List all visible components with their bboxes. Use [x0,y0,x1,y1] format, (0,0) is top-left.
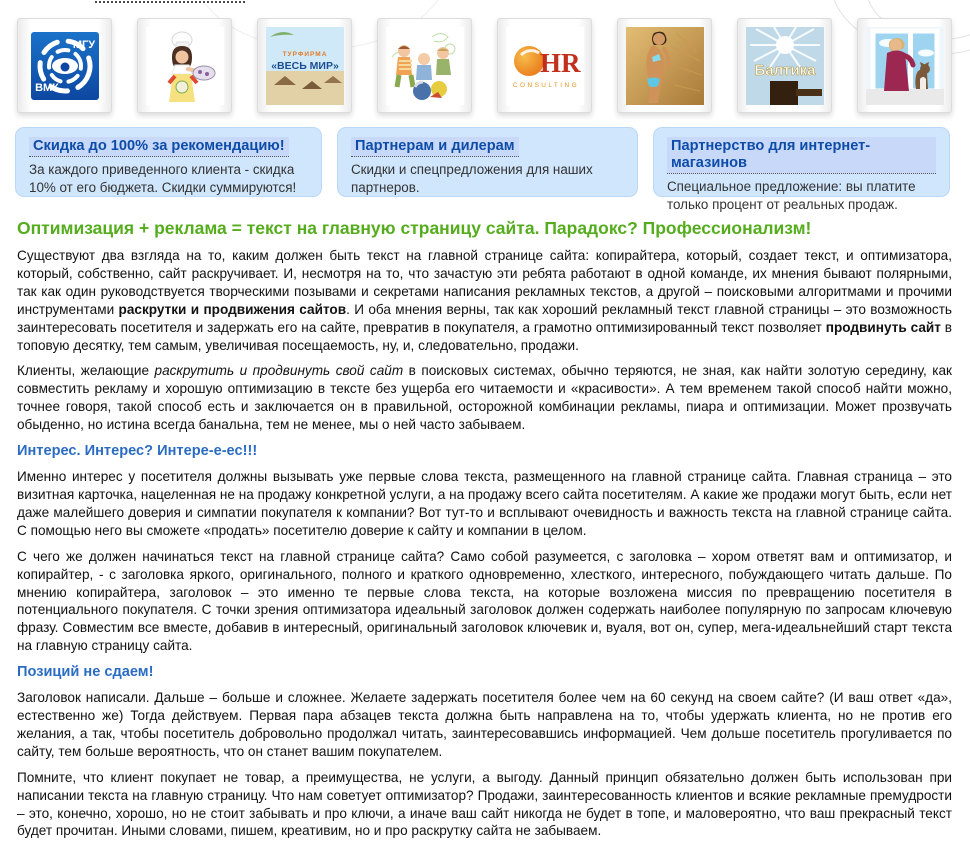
chef-woman-image [146,27,224,105]
svg-text:МГУ: МГУ [72,38,95,51]
promo-row [15,127,950,212]
article [0,217,970,840]
promo-body-online-stores: Специальное предложение: вы платите только процент от реальных продаж. [667,179,916,212]
client-logo-woman-with-cat[interactable] [857,18,952,113]
promo-card-recommendation-discount [15,127,322,197]
client-logo-msu-vmk[interactable] [17,18,112,113]
client-logo-strip [0,0,970,113]
article-paragraph-2: Клиенты, желающие раскрутить и продвинуть свой сайт в поисковых системах, обычно теряются, не зная, как найти золотую середину, как совместить рекламу и хорошую оптимизацию в тексте без ущерба его читаемости и «красивости». А тем временем такой способ найти можно, точнее говоря, такой способ есть и заключается он в правильной, осторожной комбинации рекламы, пиара и оптимизации. Может прозвучать обыденно, но истина всегда банальна, тем не менее, мы о ней часто забываем. [17,363,952,433]
baltika-logo-image [746,27,824,105]
svg-text:Балтика: Балтика [753,61,816,79]
kids-photo-image [386,27,464,105]
article-paragraph-4: С чего же должен начинаться текст на главной странице сайта? Само собой разумеется, с заголовка – хором ответят вам и оптимизатор, и копирайтер, - с заголовка яркого, оригинального, полного и краткого одновременно, хлесткого, интересного, побуждающего читать дальше. По мнению копирайтера, заголовок – это именно те первые слова текста, на которые возложена миссия по превращению посетителя в потенциального покупателя. С точки зрения оптимизатора идеальный заголовок должен содержать наиболее популярную по запросам ключевую фразу. Совместим все вместе, добавив в интересный, оригинальный заголовок ключевик и, вуаля, вот он, супер, мега-идеальнейший старт текста на главную страницу сайта. [17,548,952,654]
article-subheading-positions: Позиций не сдаем! [17,664,154,681]
promo-body-recommendation-discount: За каждого приведенного клиента - скидка 10% от его бюджета. Скидки суммируются! [29,162,297,195]
svg-text:«ВЕСЬ МИР»: «ВЕСЬ МИР» [270,59,339,72]
client-logo-bikini-woman[interactable] [617,18,712,113]
promo-link-partners-dealers[interactable]: Партнерам и дилерам [351,137,519,157]
svg-text:HR: HR [539,47,580,78]
promo-body-partners-dealers: Скидки и спецпредложения для наших партнеров. [351,162,593,195]
client-logo-baltika[interactable] [737,18,832,113]
promo-card-online-stores [653,127,950,212]
svg-text:ВМК: ВМК [34,81,59,94]
svg-text:ТУРФИРМА: ТУРФИРМА [282,50,327,58]
ves-mir-travel-image [266,27,344,105]
bikini-woman-image [626,27,704,105]
shr-consulting-image [506,27,584,105]
article-title: Оптимизация + реклама = текст на главную страницу сайта. Парадокс? Профессионализм! [17,218,812,238]
client-logo-ves-mir-travel[interactable] [257,18,352,113]
promo-link-recommendation-discount[interactable]: Скидка до 100% за рекомендацию! [29,137,289,157]
client-logo-shr-consulting[interactable] [497,18,592,113]
svg-text:CONSULTING: CONSULTING [512,81,579,89]
client-logo-kids[interactable] [377,18,472,113]
article-paragraph-5: Заголовок написали. Дальше – больше и сложнее. Желаете задержать посетителя более чем на 60 секунд на своем сайте? (И ваш ответ «да», естественно же) Тогда действуем. Первая пара абзацев текста должна быть направлена на то, чтобы удержать клиента, но не против его желания, а так, чтобы посетитель добровольно продолжал читать, заинтересовавшись информацией. Чем дольше посетитель прогуливается по сайту, тем больше вероятность, что он станет вашим покупателем. [17,690,952,759]
article-paragraph-6: Помните, что клиент покупает не товар, а преимущества, не услуги, а выгоду. Данный принцип обязательно должен быть использован при написании текста на главную страницу. Что нам советует оптимизатор? Продажи, заинтересованность клиентов и всякие рекламные премудрости – это, конечно, хорошо, но не стоит забывать и про ключи, а иначе ваш сайт никогда не будет в топе, и маловероятно, что ваш прекрасный текст будет прочитан. Иными словами, пишем, креативим, но и про раскрутку сайта не забываем. [17,769,952,839]
promo-card-partners-dealers [337,127,638,197]
article-subheading-interest: Интерес. Интерес? Интере-е-ес!!! [17,443,258,460]
promo-link-online-stores[interactable]: Партнерство для интернет-магазинов [667,137,936,174]
msu-vmk-logo-image [26,27,104,105]
article-paragraph-1: Существуют два взгляда на то, каким должен быть текст на главной странице сайта: копирайтера, который, создает текст, и оптимизатора, который, собственно, сайт раскручивает. И, несмотря на то, что зачастую эти ребята работают в одной команде, их мнения бывают полярными, так как один руководствуется творческими позывами и секретами написания рекламных текстов, а другой – поисковыми алгоритмами и прочими инструментами раскрутки и продвижения сайтов. И оба мнения верны, так как хороший рекламный текст главной страницы – это возможность заинтересовать посетителя и задержать его на сайте, превратив в покупателя, а грамотно оптимизированный текст позволяет продвинуть сайт в топовую десятку, тем самым, увеличивая посещаемость, ну, и, следовательно, продажи. [17,248,953,353]
woman-with-cat-image [866,27,944,105]
client-logo-chef-woman[interactable] [137,18,232,113]
article-paragraph-3: Именно интерес у посетителя должны вызывать уже первые слова текста, размещенного на главной странице сайта. Главная страница – это визитная карточка, нацеленная не на продажу конкретной услуги, а на продажу всего сайта посетителям. А какие же продажи могут быть, если нет даже малейшего доверия и симпатии покупателя к компании? Вот тут-то и всплывают очевидность и важность текста на главной странице сайта. С помощью него вы сможете «продать» посетителю доверие к сайту и компании в целом. [17,469,952,538]
